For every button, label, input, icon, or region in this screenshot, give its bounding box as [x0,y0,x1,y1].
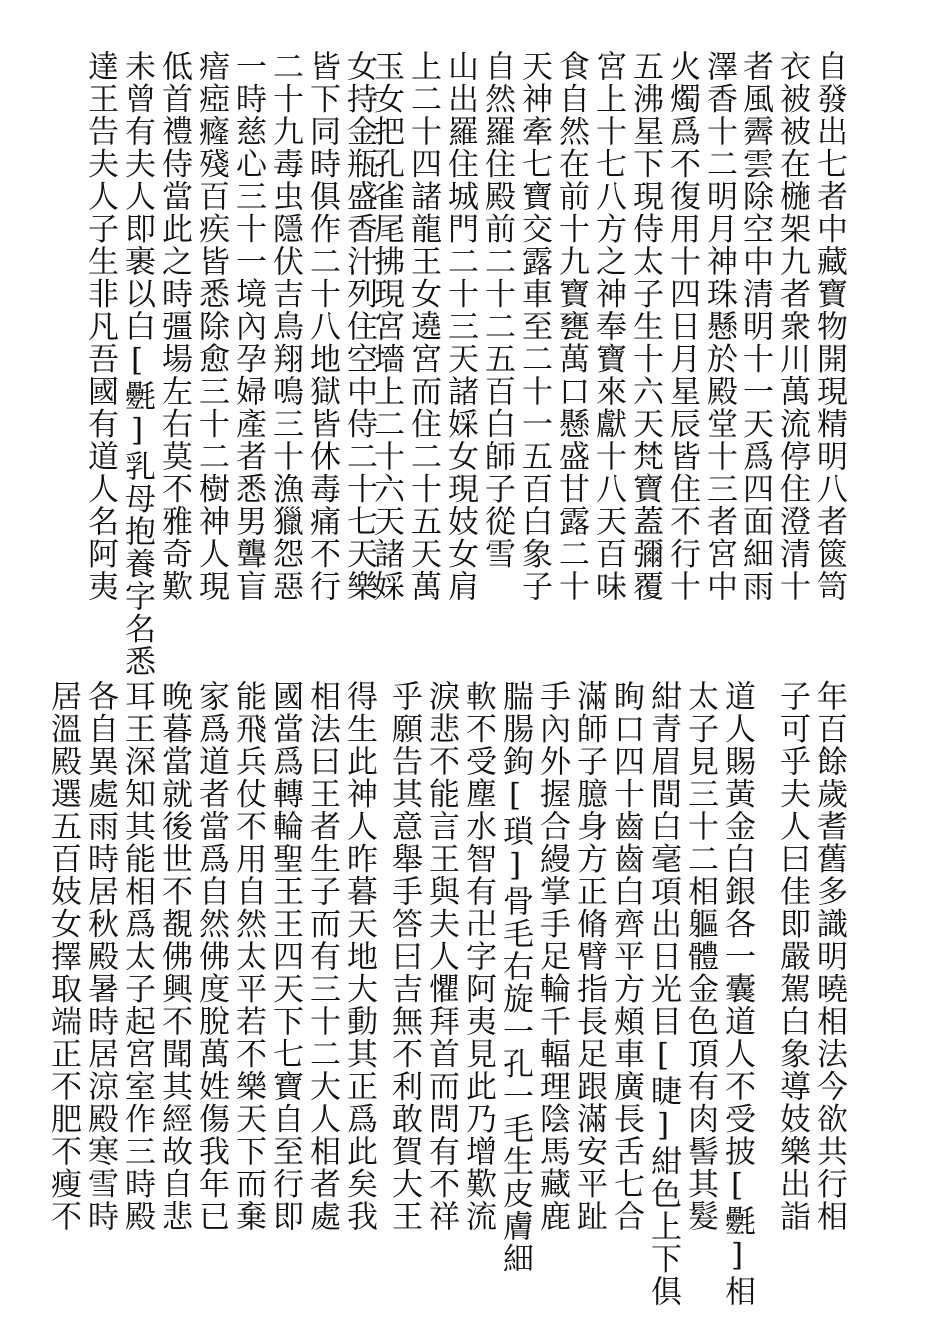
text-column: 瘖瘂癃殘百疾皆悉除愈三十二樹神人現 [193,50,229,603]
text-column: 得生此神人昨暮天地大動其正爲此矣我 [341,680,377,1233]
text-column: 五沸星下現侍太子生十六天梵寶蓋彌覆 [627,50,663,603]
text-column: 山出羅住城門二十三天諸婇女現妓女肩 [442,50,478,603]
text-column: 能飛兵仗不用自然太平若不樂天下而棄 [230,680,266,1233]
text-column: 衣被被在椸架九者衆川萬流停住澄清十 [774,50,810,603]
text-column: 天神牽七寶交露車至二十一五百白象子 [516,50,552,603]
text-column: 相法曰王者生子而有三十二大人相者處 [304,680,340,1233]
text-column: 國當爲轉輪聖王王四天下七寶自至行即 [267,680,303,1233]
text-column: 年百餘歲耆舊多識明曉相法今欲共行相 [811,680,847,1233]
text-column: 食自然在前十九寶甕萬口懸盛甘露二十 [553,50,589,603]
text-column: 耳王深知其能相爲太子起宮室作三時殿 [119,680,155,1233]
text-column: 上二十四諸龍王女遶宮而住二十五天萬 [405,50,441,603]
text-column: 紺青眉間白毫項出日光目[睫]紺色上下俱 [645,680,681,1308]
text-column: 軟不受塵水智有卍字阿夷見此乃增歎流 [460,680,496,1233]
text-column: 道人賜黃金白銀各一囊道人不受披[氎]相 [719,680,755,1308]
text-column: 子可乎夫人曰佳即嚴駕白象導妓樂出詣 [774,680,810,1233]
text-column: 居溫殿選五百妓女擇取端正不肥不瘦不 [45,680,81,1233]
text-column: 家爲道者當爲自然佛度脫萬姓傷我年已 [193,680,229,1233]
text-column: 淚悲不能言王與夫人懼拜首而問有不祥 [423,680,459,1233]
text-column: 腨腸鉤[瑣]骨毛右旋一孔一毛生皮膚細 [497,680,533,1275]
text-column: 達王告夫人子生非凡吾國有道人名阿夷 [82,50,118,603]
text-column: 太子見三十二相軀體金色頂有肉髻其髮 [682,680,718,1233]
text-column: 自發出七者中藏寶物開現精明八者篋笥 [811,50,847,603]
text-column: 女持金瓶盛香汁列住空中侍二十七天樂 [341,50,377,603]
text-column: 火燭爲不復用十四日月星辰皆住不行十 [664,50,700,603]
text-column: 手內外握合縵掌手足輪千輻理陰馬藏鹿 [534,680,570,1233]
text-column: 一時慈心三十一境內孕婦產者悉男聾盲 [230,50,266,603]
text-column: 未曾有夫人即裹以白[氎]乳母抱養字名悉 [119,50,155,678]
text-column: 晚暮當就後世不覩佛興不聞其經故自悲 [156,680,192,1233]
text-column: 者風霽雲除空中清明十一天爲四面細雨 [737,50,773,603]
text-column: 澤香十二明月神珠懸於殿堂十三者宮中 [701,50,737,603]
text-column: 各自異處雨時居秋殿暑時居涼殿寒雪時 [82,680,118,1233]
text-column: 宮上十七八方之神奉寶來獻十八天百味 [590,50,626,603]
text-column: 玉女把孔雀尾拂現宮墻上二十六天諸婇 [368,50,404,603]
text-column: 低首禮侍當此之時彊場左右莫不雅奇歎 [156,50,192,603]
text-column: 滿師子臆身方正脩臂指長足跟滿安平趾 [571,680,607,1233]
text-column: 乎願告其意舉手答曰吉無不利敢賀大王 [386,680,422,1233]
text-column: 皆下同時俱作二十八地獄皆休毒痛不行 [304,50,340,603]
text-column: 自然羅住殿前二十二五百白師子從雪 [479,50,515,570]
text-column: 二十九毒虫隱伏吉鳥翔鳴三十漁獵怨惡 [267,50,303,603]
text-column: 眴口四十齒齒白齊平方頰車廣長舌七合 [608,680,644,1233]
